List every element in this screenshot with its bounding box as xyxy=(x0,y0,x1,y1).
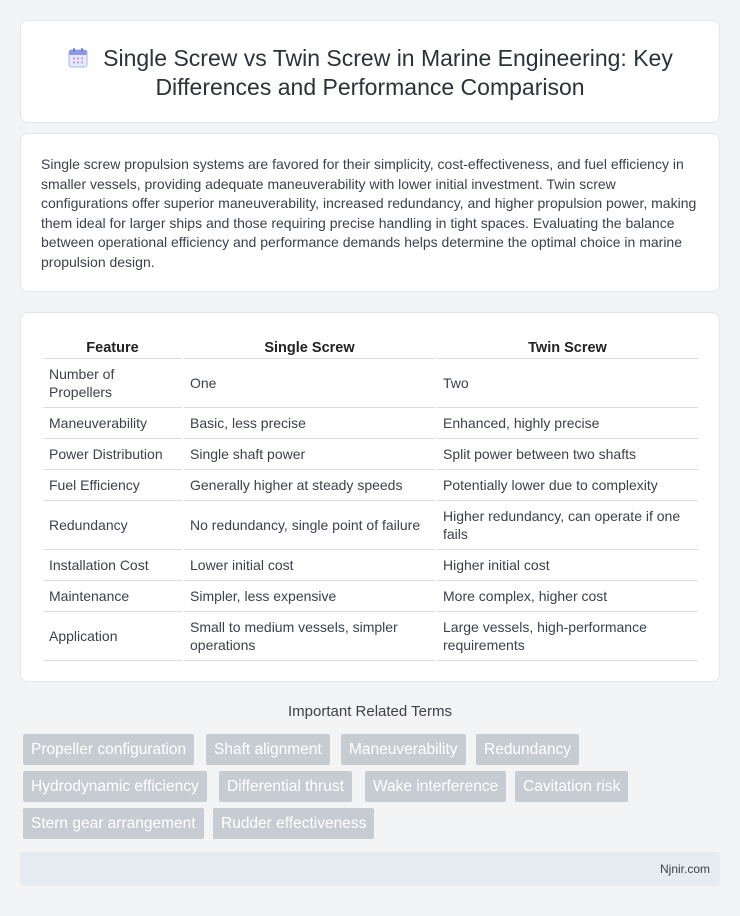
twin-screw-cell: Higher redundancy, can operate if one fails xyxy=(437,501,698,550)
feature-cell: Maintenance xyxy=(43,581,182,612)
single-screw-cell: Lower initial cost xyxy=(184,550,435,581)
single-screw-cell: One xyxy=(184,359,435,408)
comparison-card xyxy=(20,312,720,682)
page-title: Single Screw vs Twin Screw in Marine Engineering: Key Differences and Performance Comparison xyxy=(103,45,673,100)
single-screw-cell: Generally higher at steady speeds xyxy=(184,470,435,501)
table-row xyxy=(43,612,698,661)
twin-screw-cell: Higher initial cost xyxy=(437,550,698,581)
twin-screw-cell: Enhanced, highly precise xyxy=(437,408,698,439)
tag-propeller-configuration[interactable]: Propeller configuration xyxy=(23,734,194,765)
footer-source[interactable]: Njnir.com xyxy=(659,862,710,876)
table-header-row xyxy=(43,335,698,359)
table-row xyxy=(43,550,698,581)
tag-rudder-effectiveness[interactable]: Rudder effectiveness xyxy=(213,808,374,839)
table-row xyxy=(43,501,698,550)
feature-cell: Maneuverability xyxy=(43,408,182,439)
single-screw-cell: Single shaft power xyxy=(184,439,435,470)
feature-cell: Power Distribution xyxy=(43,439,182,470)
page-title-wrap xyxy=(21,44,719,102)
table-row xyxy=(43,470,698,501)
calendar-icon xyxy=(67,47,89,69)
twin-screw-cell: Potentially lower due to complexity xyxy=(437,470,698,501)
single-screw-cell: Simpler, less expensive xyxy=(184,581,435,612)
tag-differential-thrust[interactable]: Differential thrust xyxy=(219,771,352,802)
single-screw-cell: No redundancy, single point of failure xyxy=(184,501,435,550)
header-twin-screw: Twin Screw xyxy=(437,335,698,359)
twin-screw-cell: Two xyxy=(437,359,698,408)
table-row xyxy=(43,359,698,408)
table-row xyxy=(43,408,698,439)
feature-cell: Application xyxy=(43,612,182,661)
header-single-screw: Single Screw xyxy=(184,335,435,359)
tag-hydrodynamic-efficiency[interactable]: Hydrodynamic efficiency xyxy=(23,771,207,802)
table-row xyxy=(43,581,698,612)
intro-card xyxy=(20,133,720,292)
comparison-table xyxy=(41,335,700,661)
tag-cavitation-risk[interactable]: Cavitation risk xyxy=(515,771,628,802)
footer xyxy=(20,852,720,886)
single-screw-cell: Basic, less precise xyxy=(184,408,435,439)
table-row xyxy=(43,439,698,470)
title-card xyxy=(20,20,720,123)
intro-paragraph: Single screw propulsion systems are favored for their simplicity, cost-effectiveness, and fuel efficiency in smaller vessels, providing adequate maneuverability with lower initial investment. Twin screw configurations offer superior maneuverability, increased redundancy, and higher propulsion power, making them ideal for larger ships and those requiring precise handling in tight spaces. Evaluating the balance between operational efficiency and performance demands helps determine the optimal choice in marine propulsion design. xyxy=(41,156,697,270)
tag-wake-interference[interactable]: Wake interference xyxy=(365,771,506,802)
twin-screw-cell: Split power between two shafts xyxy=(437,439,698,470)
feature-cell: Fuel Efficiency xyxy=(43,470,182,501)
header-feature: Feature xyxy=(43,335,182,359)
tag-shaft-alignment[interactable]: Shaft alignment xyxy=(206,734,330,765)
tag-maneuverability[interactable]: Maneuverability xyxy=(341,734,466,765)
tag-stern-gear-arrangement[interactable]: Stern gear arrangement xyxy=(23,808,204,839)
feature-cell: Installation Cost xyxy=(43,550,182,581)
tag-redundancy[interactable]: Redundancy xyxy=(476,734,579,765)
related-terms-title: Important Related Terms xyxy=(288,703,452,720)
feature-cell: Redundancy xyxy=(43,501,182,550)
feature-cell: Number of Propellers xyxy=(43,359,182,408)
twin-screw-cell: Large vessels, high-performance requirements xyxy=(437,612,698,661)
twin-screw-cell: More complex, higher cost xyxy=(437,581,698,612)
single-screw-cell: Small to medium vessels, simpler operations xyxy=(184,612,435,661)
